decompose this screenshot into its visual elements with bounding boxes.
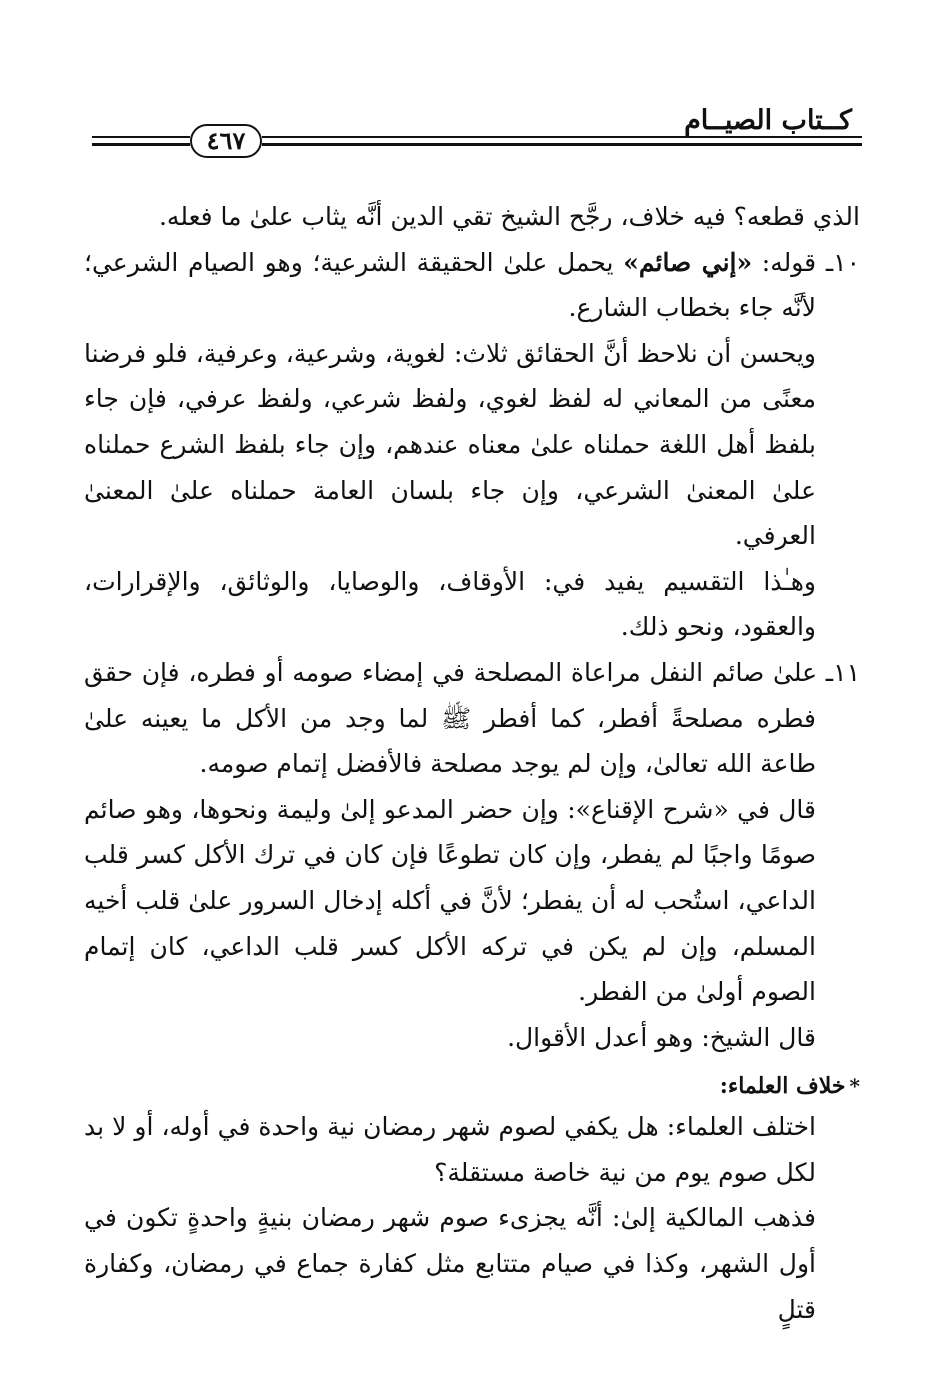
numbered-paragraph-11 <box>84 650 860 787</box>
item-number: ١١ـ <box>817 657 860 687</box>
page-number: ٤٦٧ <box>190 124 262 158</box>
page-body <box>84 194 860 1332</box>
paragraph: اختلف العلماء: هل يكفي لصوم شهر رمضان نية واحدة في أوله، أو لا بد لكل صوم يوم من نية خاصة مستقلة؟ <box>84 1112 816 1187</box>
header-rule-right <box>262 136 862 145</box>
paragraph-text: قوله: <box>752 247 817 277</box>
paragraph: فذهب المالكية إلىٰ: أنَّه يجزىء صوم شهر رمضان بنيةٍ واحدةٍ تكون في أول الشهر، وكذا في صيام متتابع مثل كفارة جماع في رمضان، وكفارة قتلٍ <box>84 1203 816 1324</box>
paragraph: وهـٰذا التقسيم يفيد في: الأوقاف، والوصايا، والوثائق، والإقرارات، والعقود، ونحو ذلك. <box>84 566 816 642</box>
section-heading-text: خلاف العلماء: <box>719 1073 846 1100</box>
paragraph: قال في «شرح الإقناع»: وإن حضر المدعو إلىٰ وليمة ونحوها، وهو صائم صومًا واجبًا لم يفطر، وإن كان تطوعًا فإن كان في ترك الأكل كسر قلب الداعي، استُحب له أن يفطر؛ لأنَّ في أكله إدخال السرور علىٰ قلب أخيه المسلم، وإن لم يكن في تركه الأكل كسر قلب الداعي، كان إتمام الصوم أولىٰ من الفطر. <box>84 794 816 1007</box>
quoted-phrase: «إني صائم» <box>623 247 753 277</box>
star-icon: * <box>849 1074 860 1099</box>
header-rule-left <box>92 136 190 145</box>
paragraph: ويحسن أن نلاحظ أنَّ الحقائق ثلاث: لغوية، وشرعية، وعرفية، فلو فرضنا معنًى من المعاني له لفظ لغوي، ولفظ شرعي، ولفظ عرفي، فإن جاء بلفظ أهل اللغة حملناه علىٰ معناه عندهم، وإن جاء بلفظ الشرع حملناه علىٰ المعنىٰ الشرعي، وإن جاء بلسان العامة حملناه علىٰ المعنىٰ العرفي. <box>84 338 816 551</box>
running-title: كــتاب الصيــام <box>684 105 852 136</box>
paragraph-text: علىٰ صائم النفل مراعاة المصلحة في إمضاء صومه أو فطره، فإن حقق فطره مصلحةً أفطر، كما أفطر ﷺ لما وجد من الأكل ما يعينه علىٰ طاعة الله تعالىٰ، وإن لم يوجد مصلحة فالأفضل إتمام صومه. <box>84 657 818 779</box>
paragraph: الذي قطعه؟ فيه خلاف، رجَّح الشيخ تقي الدين أنَّه يثاب علىٰ ما فعله. <box>158 202 860 231</box>
paragraph-text: يحمل علىٰ الحقيقة الشرعية؛ وهو الصيام الشرعي؛ لأنَّه جاء بخطاب الشارع. <box>84 247 816 323</box>
item-number: ١٠ـ <box>816 247 861 277</box>
section-heading <box>84 1068 860 1104</box>
paragraph: قال الشيخ: وهو أعدل الأقوال. <box>507 1022 816 1052</box>
numbered-paragraph-10 <box>84 240 860 331</box>
